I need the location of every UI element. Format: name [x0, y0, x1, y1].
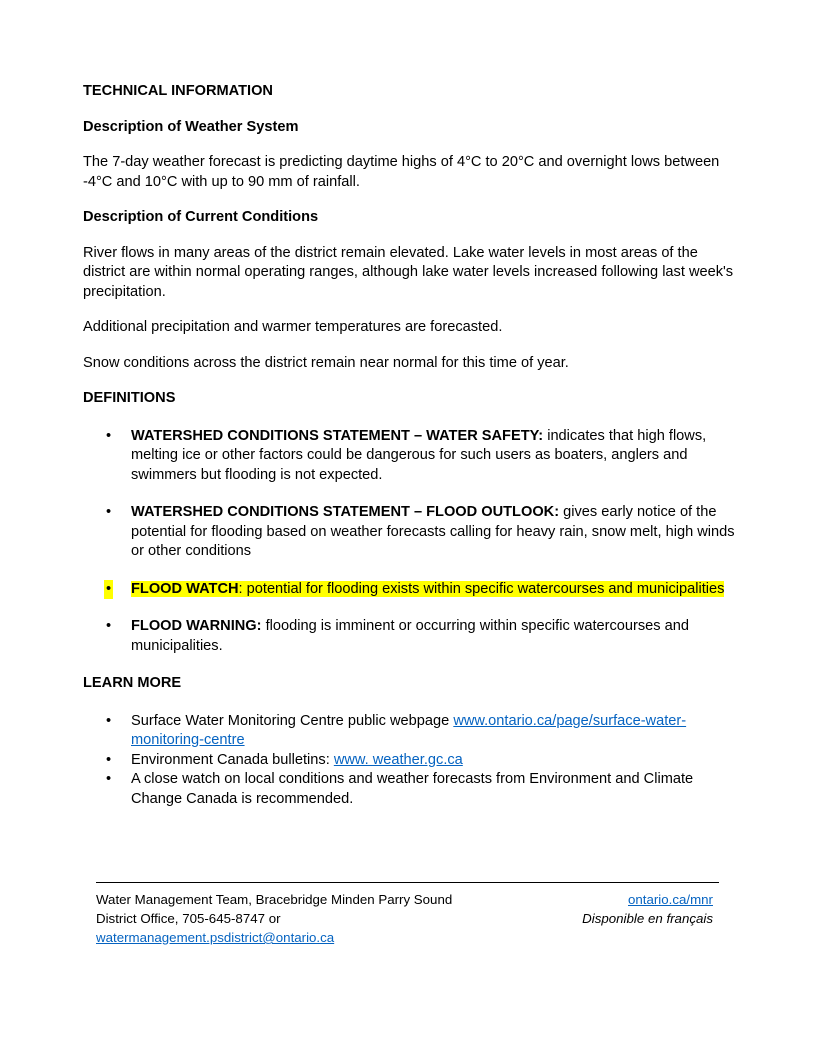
learn-more-item — [83, 712, 738, 751]
definition-term: WATERSHED CONDITIONS STATEMENT – WATER SAFETY: — [131, 427, 544, 444]
flood-watch-highlight — [131, 581, 724, 597]
bullet-icon: • — [104, 580, 113, 600]
current-conditions-heading: Description of Current Conditions — [83, 209, 319, 225]
definition-text: indicates that high flows, melting ice or other factors could be dangerous for such users as boaters, anglers and swimmers but flooding is not expected. — [131, 427, 707, 483]
definition-term: FLOOD WATCH — [131, 580, 239, 597]
technical-information-heading: TECHNICAL INFORMATION — [83, 83, 273, 99]
bullet-icon: • — [106, 504, 112, 520]
footer-email-link[interactable]: watermanagement.psdistrict@ontario.ca — [96, 930, 335, 945]
footer-divider — [96, 882, 719, 883]
definitions-heading: DEFINITIONS — [83, 390, 176, 406]
bullet-icon: • — [106, 618, 112, 634]
learn-more-text: Environment Canada bulletins: — [131, 751, 334, 768]
definitions-list — [83, 427, 738, 657]
learn-more-text: Surface Water Monitoring Centre public webpage — [131, 712, 454, 729]
current-conditions-paragraph: River flows in many areas of the district remain elevated. Lake water levels in most areas of the district are within normal operating ranges, although lake water levels increased following last week's precipitation. — [83, 244, 734, 300]
bullet-icon: • — [106, 751, 112, 768]
definition-term: WATERSHED CONDITIONS STATEMENT – FLOOD OUTLOOK: — [131, 504, 560, 520]
definition-text: flooding is imminent or occurring within specific watercourses and municipalities. — [131, 618, 689, 654]
bullet-icon: • — [106, 427, 112, 444]
footer-contact — [96, 890, 526, 947]
footer-right — [582, 890, 713, 928]
current-conditions-paragraph: Snow conditions across the district remain near normal for this time of year. — [83, 354, 569, 371]
learn-more-text: A close watch on local conditions and weather forecasts from Environment and Climate Change Canada is recommended. — [131, 771, 694, 807]
learn-more-item — [83, 770, 738, 809]
surface-water-link[interactable]: www.ontario.ca/page/surface-water-monitoring-centre — [131, 712, 687, 748]
bullet-icon: • — [106, 712, 112, 729]
learn-more-heading: LEARN MORE — [83, 675, 182, 691]
document-body — [83, 82, 738, 809]
ontario-mnr-link[interactable]: ontario.ca/mnr — [628, 892, 713, 907]
weather-gc-link[interactable]: www. weather.gc.ca — [333, 751, 463, 768]
french-availability-note: Disponible en français — [582, 911, 713, 926]
definition-item-flood-outlook — [83, 503, 738, 562]
footer-office-line: District Office, 705-645-8747 or — [96, 911, 281, 926]
learn-more-item — [83, 751, 738, 771]
footer-team-line: Water Management Team, Bracebridge Minden Parry Sound — [96, 892, 453, 907]
definition-text: : potential for flooding exists within specific watercourses and municipalities — [238, 580, 725, 597]
current-conditions-paragraph: Additional precipitation and warmer temperatures are forecasted. — [83, 319, 503, 335]
weather-system-text: The 7-day weather forecast is predicting daytime highs of 4°C to 20°C and overnight lows between -4°C and 10°C with up to 90 mm of rainfall. — [83, 154, 720, 190]
bullet-icon: • — [106, 771, 112, 787]
definition-item-flood-warning — [83, 617, 738, 656]
definition-item-water-safety — [83, 427, 738, 486]
definition-item-flood-watch — [83, 580, 738, 600]
weather-system-heading: Description of Weather System — [83, 118, 299, 135]
definition-term: FLOOD WARNING: — [131, 618, 262, 634]
definition-text: gives early notice of the potential for flooding based on weather forecasts calling for heavy rain, snow melt, high winds or other conditions — [131, 504, 735, 559]
learn-more-list — [83, 712, 738, 810]
